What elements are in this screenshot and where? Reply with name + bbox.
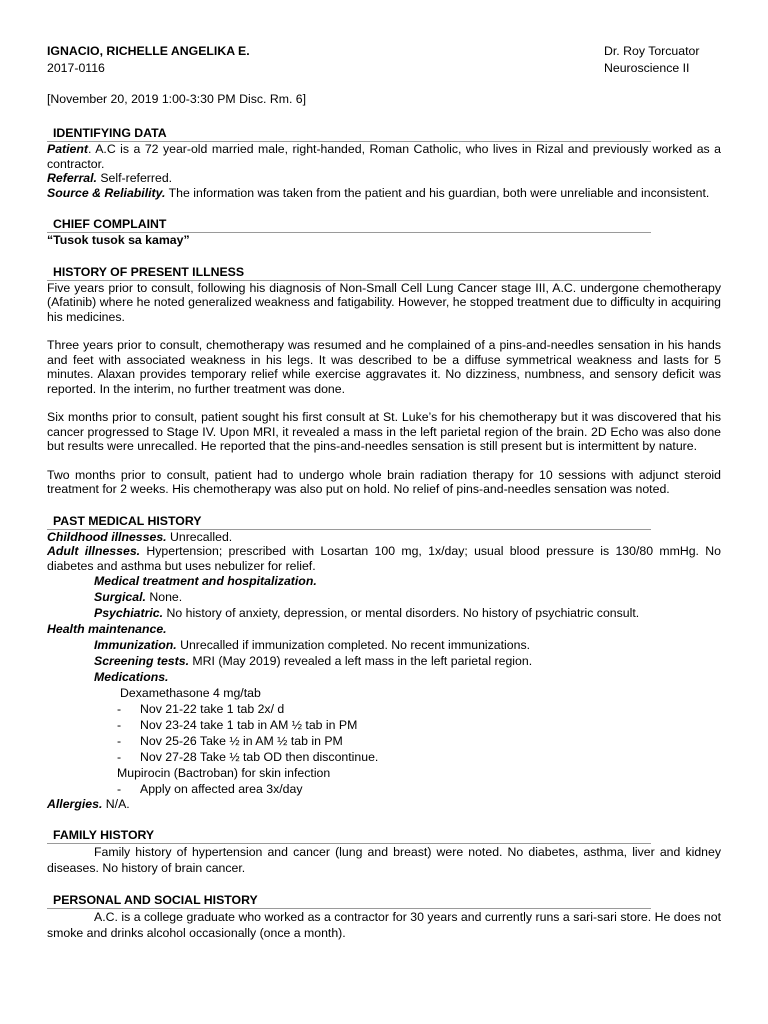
- drug1-item: - Nov 27-28 Take ½ tab OD then discontinue.: [117, 750, 379, 764]
- family-text: Family history of hypertension and cancer (lung and breast) were noted. No diabetes, asthma, liver and kidney diseases. No history of brain cancer.: [47, 845, 721, 875]
- surgical-paragraph: [47, 589, 721, 605]
- childhood-label: Childhood illnesses.: [47, 529, 167, 544]
- student-id: 2017-0116: [47, 61, 105, 75]
- childhood-paragraph: [47, 530, 721, 545]
- hpi-paragraph: Three years prior to consult, chemotherapy was resumed and he complained of a pins-and-needles sensation in his hands and feet with associated weakness in his legs. It was described to be a diffuse symmetrical weakness and lasts for 5 minutes. Alaxan provides temporary relief while exercise aggravates it. No dizziness, numbness, and sensory deficit was reported. In the interim, no further treatment was done.: [47, 338, 721, 396]
- hpi-paragraph: Six months prior to consult, patient sought his first consult at St. Luke’s for his chemotherapy but it was discovered that his cancer progressed to Stage IV. Upon MRI, it revealed a mass in the left parietal region of the brain. 2D Echo was also done but results were unrecalled. He reported that the pins-and-needles sensation is still present but is intermittent by nature.: [47, 410, 721, 453]
- chief-complaint-text: “Tusok tusok sa kamay”: [47, 233, 190, 247]
- drug2-name: Mupirocin (Bactroban) for skin infection: [117, 766, 331, 780]
- referral-label: Referral.: [47, 171, 97, 185]
- social-text: A.C. is a college graduate who worked as a contractor for 30 years and currently runs a sari-sari store. He does not smoke and drinks alcohol occasionally (once a month).: [47, 910, 721, 940]
- referral-text: Self-referred.: [96, 171, 173, 185]
- adult-text: Hypertension; prescribed with Losartan 100 mg, 1x/day; usual blood pressure is 130/80 mmHg. No diabetes and asthma but uses nebulizer for relief.: [47, 544, 721, 573]
- student-name: IGNACIO, RICHELLE ANGELIKA E.: [47, 44, 250, 58]
- drug1-item: - Nov 25-26 Take ½ in AM ½ tab in PM: [117, 734, 343, 748]
- health-label: Health maintenance.: [47, 622, 167, 636]
- allergies-label: Allergies.: [47, 797, 103, 811]
- source-text: The information was taken from the patient and his guardian, both were unreliable and inconsistent.: [165, 185, 710, 200]
- adult-paragraph: [47, 544, 721, 573]
- screen-paragraph: [47, 653, 721, 669]
- adult-label: Adult illnesses.: [47, 544, 141, 558]
- session-info: [November 20, 2019 1:00-3:30 PM Disc. Rm. 6]: [47, 92, 307, 106]
- psych-label: Psychiatric.: [94, 606, 164, 620]
- section-title-hpi: HISTORY OF PRESENT ILLNESS: [47, 265, 651, 281]
- hpi-paragraph: Five years prior to consult, following his diagnosis of Non-Small Cell Lung Cancer stage III, A.C. undergone chemotherapy (Afatinib) where he noted generalized weakness and fatigability. However, he stopped treatment due to difficulty in acquiring his medicines.: [47, 280, 721, 324]
- section-title-family: FAMILY HISTORY: [47, 828, 651, 844]
- screen-text: MRI (May 2019) revealed a left mass in the left parietal region.: [189, 654, 533, 668]
- drug1-name: Dexamethasone 4 mg/tab: [120, 686, 261, 700]
- section-title-social: PERSONAL AND SOCIAL HISTORY: [47, 893, 651, 909]
- patient-label: Patient: [47, 142, 88, 156]
- screen-label: Screening tests.: [94, 654, 189, 668]
- medtreat-label: Medical treatment and hospitalization.: [94, 574, 317, 588]
- immun-text: Unrecalled if immunization completed. No recent immunizations.: [176, 638, 531, 652]
- surgical-text: None.: [145, 590, 183, 604]
- patient-paragraph: [47, 142, 721, 171]
- drug2-item: - Apply on affected area 3x/day: [117, 782, 303, 796]
- course-name: Neuroscience II: [604, 61, 690, 75]
- allergies-paragraph: [47, 797, 721, 811]
- doctor-name: Dr. Roy Torcuator: [604, 44, 700, 58]
- referral-paragraph: [47, 171, 721, 186]
- meds-label: Medications.: [94, 670, 169, 684]
- psych-paragraph: [47, 605, 721, 621]
- hpi-paragraph: Two months prior to consult, patient had to undergo whole brain radiation therapy for 10 sessions with adjunct steroid treatment for 2 weeks. His chemotherapy was also put on hold. No relief of pins-and-needles sensation was noted.: [47, 467, 721, 496]
- immun-paragraph: [47, 637, 721, 653]
- allergies-text: N/A.: [102, 797, 130, 811]
- drug1-item: - Nov 23-24 take 1 tab in AM ½ tab in PM: [117, 718, 358, 732]
- document-body: [47, 126, 721, 941]
- patient-text: . A.C is a 72 year-old married male, right-handed, Roman Catholic, who lives in Rizal and previously worked as a contractor.: [47, 142, 721, 171]
- surgical-label: Surgical.: [94, 590, 146, 604]
- section-title-chief-complaint: CHIEF COMPLAINT: [47, 217, 651, 233]
- drug1-item: - Nov 21-22 take 1 tab 2x/ d: [117, 702, 285, 716]
- source-paragraph: [47, 186, 721, 201]
- psych-text: No history of anxiety, depression, or mental disorders. No history of psychiatric consult.: [163, 606, 640, 620]
- source-label: Source & Reliability.: [47, 185, 166, 200]
- section-title-identifying: IDENTIFYING DATA: [47, 126, 651, 142]
- immun-label: Immunization.: [94, 638, 177, 652]
- childhood-text: Unrecalled.: [166, 529, 233, 544]
- section-title-pmh: PAST MEDICAL HISTORY: [47, 514, 651, 530]
